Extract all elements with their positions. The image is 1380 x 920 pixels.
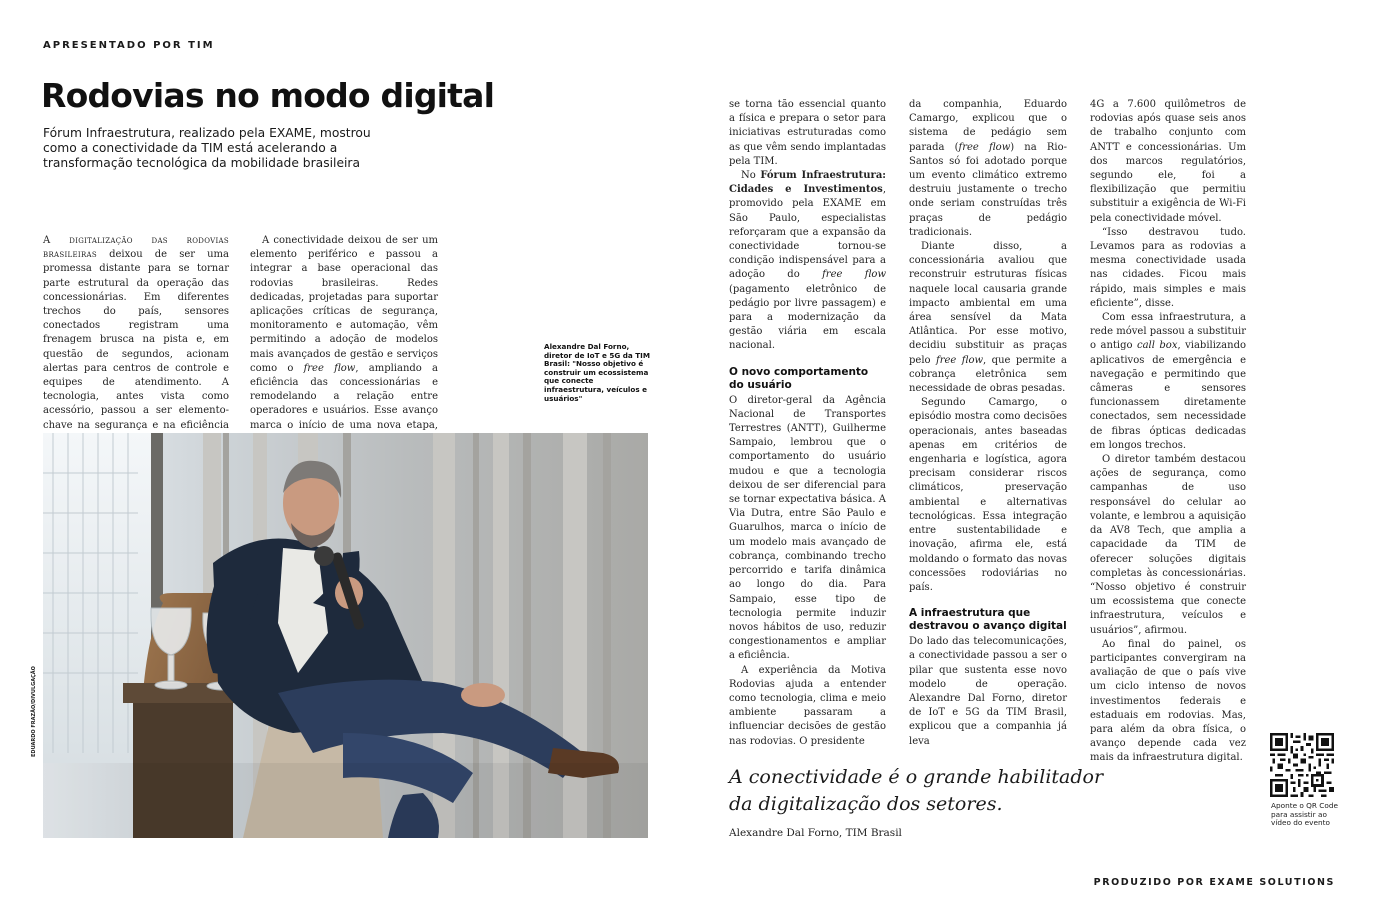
paragraph-text: , promovido pela EXAME em São Paulo, especialistas reforçaram que a expansão da conectividade tornou-se condição indispensável para a adoção do xyxy=(729,184,886,281)
paragraph xyxy=(909,240,1067,396)
paragraph: O diretor-geral da Agência Nacional de Transportes Terrestres (ANTT), Guilherme Sampaio, lembrou que o comportamento do usuário mudou e que a tecnologia deixou de ser diferencial para se tornar expectativa básica. A Via Dutra, entre São Paulo e Guarulhos, marca o início de um modelo mais avançado de cobrança, combinando trecho percorrido e tarifa dinâmica ao longo do dia. Para Sampaio, esse tipo de tecnologia permite induzir novos hábitos de uso, reduzir congestionamentos e ampliar a eficiência. xyxy=(729,394,886,662)
lead-in: A digitalização das rodovias brasileiras xyxy=(43,235,229,261)
text-column-3 xyxy=(729,98,886,749)
text-column-2 xyxy=(250,234,438,447)
qr-code-icon[interactable] xyxy=(1270,733,1334,797)
paragraph-text: No xyxy=(741,170,761,182)
text-column-1 xyxy=(43,234,229,447)
paragraph xyxy=(1090,311,1246,453)
qr-caption: Aponte o QR Code para assistir ao vídeo do evento xyxy=(1271,801,1338,827)
pull-quote-line: A conectividade é o grande habilitador xyxy=(729,766,1104,788)
paragraph-text: Com essa infraestrutura, a rede móvel passou a substituir o antigo xyxy=(1090,312,1246,352)
bold-term: Fórum Infraestrutura: Cidades e Investimentos xyxy=(729,170,886,196)
speaker-illustration xyxy=(43,433,648,838)
photo-caption xyxy=(544,343,654,403)
sponsor-kicker: APRESENTADO POR TIM xyxy=(43,40,215,51)
paragraph-text: da companhia, Eduardo Camargo, explicou que o sistema de pedágio sem parada ( xyxy=(909,99,1067,153)
paragraph-text: (pagamento eletrônico de pedágio por livre passagem) e para a modernização da gestão viária em escala nacional. xyxy=(729,283,886,352)
paragraph: Ao final do painel, os participantes convergiram na avaliação de que o país vive um ciclo intenso de novos investimentos federais e estaduais em rodovias. Mas, para além da obra física, o avanço depende cada vez mais da infraestrutura digital. xyxy=(1090,638,1246,764)
speaker-photo xyxy=(43,433,648,838)
pull-quote-line: da digitalização dos setores. xyxy=(729,793,1003,815)
article-headline: Rodovias no modo digital xyxy=(41,76,495,115)
italic-term: free flow xyxy=(936,354,984,366)
paragraph: “Isso destravou tudo. Levamos para as rodovias a mesma conectividade usada nas cidades. Ficou mais rápido, mais simples e mais eficiente”, disse. xyxy=(1090,226,1246,309)
paragraph: se torna tão essencial quanto a física e prepara o setor para iniciativas estruturadas como as que vêm sendo implantadas pela TIM. xyxy=(729,99,886,167)
subheading: A infraestrutura que destravou o avanço digital xyxy=(909,607,1067,633)
article-deck: Fórum Infraestrutura, realizado pela EXAME, mostrou como a conectividade da TIM está acelerando a transformação tecnológica da mobilidade brasileira xyxy=(43,126,371,170)
italic-term: call box xyxy=(1136,340,1178,352)
photo-credit: EDUARDO FRAZÃO/DIVULGAÇÃO xyxy=(31,666,37,757)
paragraph-text: , ampliando a eficiência das concessionárias e remodelando a relação entre operadores e usuários. Esse avanço marca o início de uma nova etapa, xyxy=(250,362,438,431)
caption-quote: "Nosso objetivo é construir um ecossistema que conecte infraestrutura, veículos e usuários" xyxy=(544,359,649,403)
subheading: O novo comportamento do usuário xyxy=(729,365,869,391)
paragraph-text: A conectividade deixou de ser um elemento periférico e passou a integrar a base operacional das rodovias brasileiras. Redes dedicadas, projetadas para suportar aplicações críticas de segurança, monitoramento e automação, vêm permitindo a adoção de modelos mais avançados de gestão e serviços como o xyxy=(250,235,438,374)
paragraph xyxy=(43,234,229,447)
text-column-4 xyxy=(909,98,1067,749)
paragraph xyxy=(729,169,886,354)
paragraph: Do lado das telecomunicações, a conectividade passou a ser o pilar que sustenta esse novo modelo de operação. Alexandre Dal Forno, diretor de IoT e 5G da TIM Brasil, explicou que a companhia já leva xyxy=(909,636,1067,747)
paragraph xyxy=(909,98,1067,240)
paragraph-text: deixou de ser uma promessa distante para se tornar parte estrutural da operação das concessionárias. Em diferentes trechos do país, sensores conectados registram uma frenagem brusca na pista e, em questão de segundos, acionam alertas para centros de controle e equipes de atendimento. A tecnologia, antes vista como acessório, passou a ser elemento-chave na segurança e na eficiência xyxy=(43,249,229,431)
paragraph: A experiência da Motiva Rodovias ajuda a entender como tecnologia, clima e meio ambiente passaram a influenciar decisões de gestão nas rodovias. O presidente xyxy=(729,664,886,747)
paragraph-text: , que permite a cobrança eletrônica sem necessidade de obras pesadas. xyxy=(909,354,1068,395)
paragraph-text: Diante disso, a concessionária avaliou que reconstruir estruturas físicas naquele local causaria grande impacto ambiental em uma área sensível da Mata Atlântica. Por esse motivo, decidiu substituir as praças pelo xyxy=(909,241,1067,366)
pull-quote-attribution: Alexandre Dal Forno, TIM Brasil xyxy=(729,827,902,839)
paragraph-text: ) na Rio-Santos só foi adotado porque um evento climático extremo destruiu justamente o trecho onde seriam construídas três praças de pedágio tradicionais. xyxy=(909,141,1067,238)
italic-term: free flow xyxy=(822,269,887,281)
paragraph: Segundo Camargo, o episódio mostra como decisões operacionais, antes baseadas apenas em critérios de engenharia e logística, agora precisam considerar riscos climáticos, preservação ambiental e alternativas tecnológicas. Essa integração entre sustentabilidade e inovação, afirma ele, está moldando o formato das novas concessões rodoviárias no país. xyxy=(909,397,1067,593)
italic-term: free flow xyxy=(958,141,1011,153)
text-column-5 xyxy=(1090,98,1246,766)
paragraph: 4G a 7.600 quilômetros de rodovias após quase seis anos de trabalho conjunto com ANTT e concessionárias. Um dos marcos regulatórios, segundo ele, foi a flexibilização que permitiu substituir a exigência de Wi-Fi pela conectividade móvel. xyxy=(1090,99,1246,224)
caption-role: diretor de IoT e 5G da TIM Brasil: xyxy=(544,350,650,369)
paragraph xyxy=(250,234,438,447)
paragraph: O diretor também destacou ações de segurança, como campanhas de uso responsável do celular ao volante, e lembrou a aquisição da AV8 Tech, que amplia a capacidade da TIM de oferecer soluções digitais completas às concessionárias. “Nosso objetivo é construir um ecossistema que conecte infraestrutura, veículos e usuários”, afirmou. xyxy=(1090,454,1246,636)
pull-quote xyxy=(729,764,1169,818)
caption-name: Alexandre Dal Forno, xyxy=(544,342,630,351)
italic-term: free flow xyxy=(303,362,356,374)
paragraph-text: , viabilizando aplicativos de emergência e navegação e permitindo que câmeras e sensores funcionassem diretamente conectados, sem necessidade de fibras ópticas dedicadas em longos trechos. xyxy=(1090,340,1247,451)
footer-credit: PRODUZIDO POR EXAME SOLUTIONS xyxy=(1093,877,1335,888)
